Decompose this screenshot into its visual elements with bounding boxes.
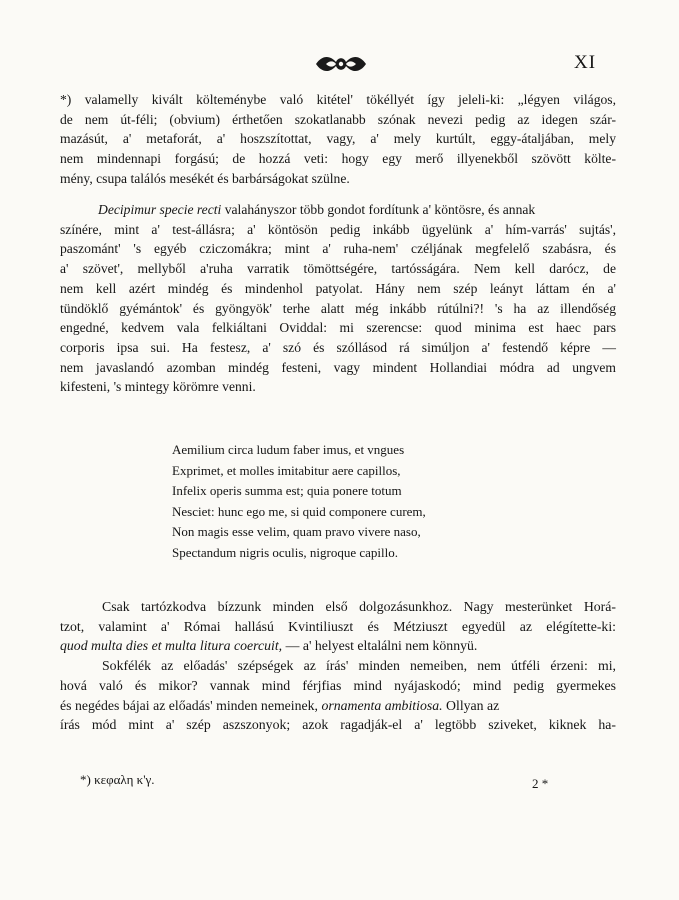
text-line: engedné, kedvem vala felkiáltani Oviddal: mi szerencse: quod minima est haec pars bbox=[60, 320, 616, 336]
body-paragraph bbox=[60, 597, 616, 735]
text-line: színére, mint a' test-állásra; a' köntösön pedig inkább ügyelünk a' hím-varrás' sujtás', bbox=[60, 221, 616, 237]
text-line: tzot, valamint a' Római hallású Kvintiliuszt és Métziuszt egyedül az elégítette-ki: bbox=[60, 618, 616, 634]
verse-line: Exprimet, et molles imitabitur aere capillos, bbox=[172, 462, 401, 478]
italic-phrase: ornamenta ambitiosa. bbox=[321, 697, 443, 713]
italic-phrase: Decipimur specie recti bbox=[98, 202, 222, 217]
text-line: tündöklő gyémántok' és gyöngyök' terhe alatt még inkább rútúlni?! 's ha az illendőség bbox=[60, 300, 616, 316]
text-span: valahányszor több gondot fordítunk a' köntösre, és annak bbox=[221, 202, 536, 217]
text-line: írás mód mint a' szép aszszonyok; azok ragadják-el a' legtöbb sziveket, kiknek ha- bbox=[60, 717, 616, 733]
text-span: és negédes bájai az előadás' minden nemeinek, bbox=[60, 697, 322, 713]
verse-line: Spectandum nigris oculis, nigroque capillo. bbox=[172, 544, 399, 560]
text-span: — a' helyest eltalálni nem könnyü. bbox=[282, 638, 478, 654]
text-line: corporis ipsa sui. Ha festesz, a' szó és szóllásod rá simúljon a' festendő képre — bbox=[60, 339, 616, 355]
verse-line: Aemilium circa ludum faber imus, et vngues bbox=[172, 442, 405, 457]
text-line: nem javaslandó azomban mindég festeni, vagy mindent Hollandiai módra ad ungvem bbox=[60, 359, 616, 375]
text-line: Csak tartózkodva bízzunk minden első dolgozásunkhoz. Nagy mesterünket Horá- bbox=[102, 599, 616, 614]
text-line: *) valamelly kivált költeménybe való kitétel' tökéllyét így jeleli-ki: „légyen világos, bbox=[60, 92, 616, 107]
text-line: mény, csupa találós mesékét és barbárságokat szülne. bbox=[60, 170, 350, 186]
italic-phrase: quod multa dies et multa litura coercuit, bbox=[60, 638, 283, 654]
text-line bbox=[60, 200, 616, 220]
footnote-reference: *) κεφαλη κ'γ. bbox=[80, 772, 155, 787]
text-line: a' szövet', mellyből a'ruha varratik tömöttségére, tartósságára. Nem kell darócz, de bbox=[60, 261, 616, 277]
signature-mark: 2 * bbox=[532, 776, 549, 791]
text-line: mazásút, a' metaforát, a' hoszszítottat, vagy, a' mely kurtúlt, eggy-átaljában, mely bbox=[60, 131, 616, 147]
body-paragraph bbox=[60, 200, 616, 397]
footnote-paragraph bbox=[60, 90, 616, 189]
text-line: nem kell azért mindég és mindenhol patyolat. Hány nem szép leányt láttam én a' bbox=[60, 280, 616, 296]
verse-line: Nesciet: hunc ego me, si quid componere curem, bbox=[172, 503, 426, 519]
text-line: nem mindennapi forgású; de hozzá veti: hogy egy merő illyenekből szövött költe- bbox=[60, 151, 616, 167]
text-span: Ollyan az bbox=[442, 697, 500, 713]
text-line bbox=[60, 696, 616, 716]
verse-line: Infelix operis summa est; quia ponere totum bbox=[172, 483, 402, 499]
text-line bbox=[60, 636, 616, 656]
text-line: kifesteni, 's mintegy körömre venni. bbox=[60, 379, 256, 395]
fleuron-ornament-icon bbox=[312, 53, 370, 75]
verse-line: Non magis esse velim, quam pravo vivere naso, bbox=[172, 524, 421, 540]
text-line: de nem út-féli; (obvium) érthetően szokatlanabb szónak nevezi pedig az idegen szár- bbox=[60, 111, 616, 127]
text-line: hová való és mikor? vannak mind férjfias mind nyájaskodó; mind pedig gyermekes bbox=[60, 677, 616, 693]
latin-verse-quote bbox=[172, 440, 426, 564]
text-line: paszománt' 's egyéb cziczomákra; mint a' ruha-nem' czéljának megfelelő szabásra, és bbox=[60, 241, 616, 257]
text-line: Sokfélék az előadás' szépségek az írás' minden nemeiben, nem útféli érzeni: mi, bbox=[102, 658, 616, 674]
page-number: XI bbox=[574, 52, 597, 73]
